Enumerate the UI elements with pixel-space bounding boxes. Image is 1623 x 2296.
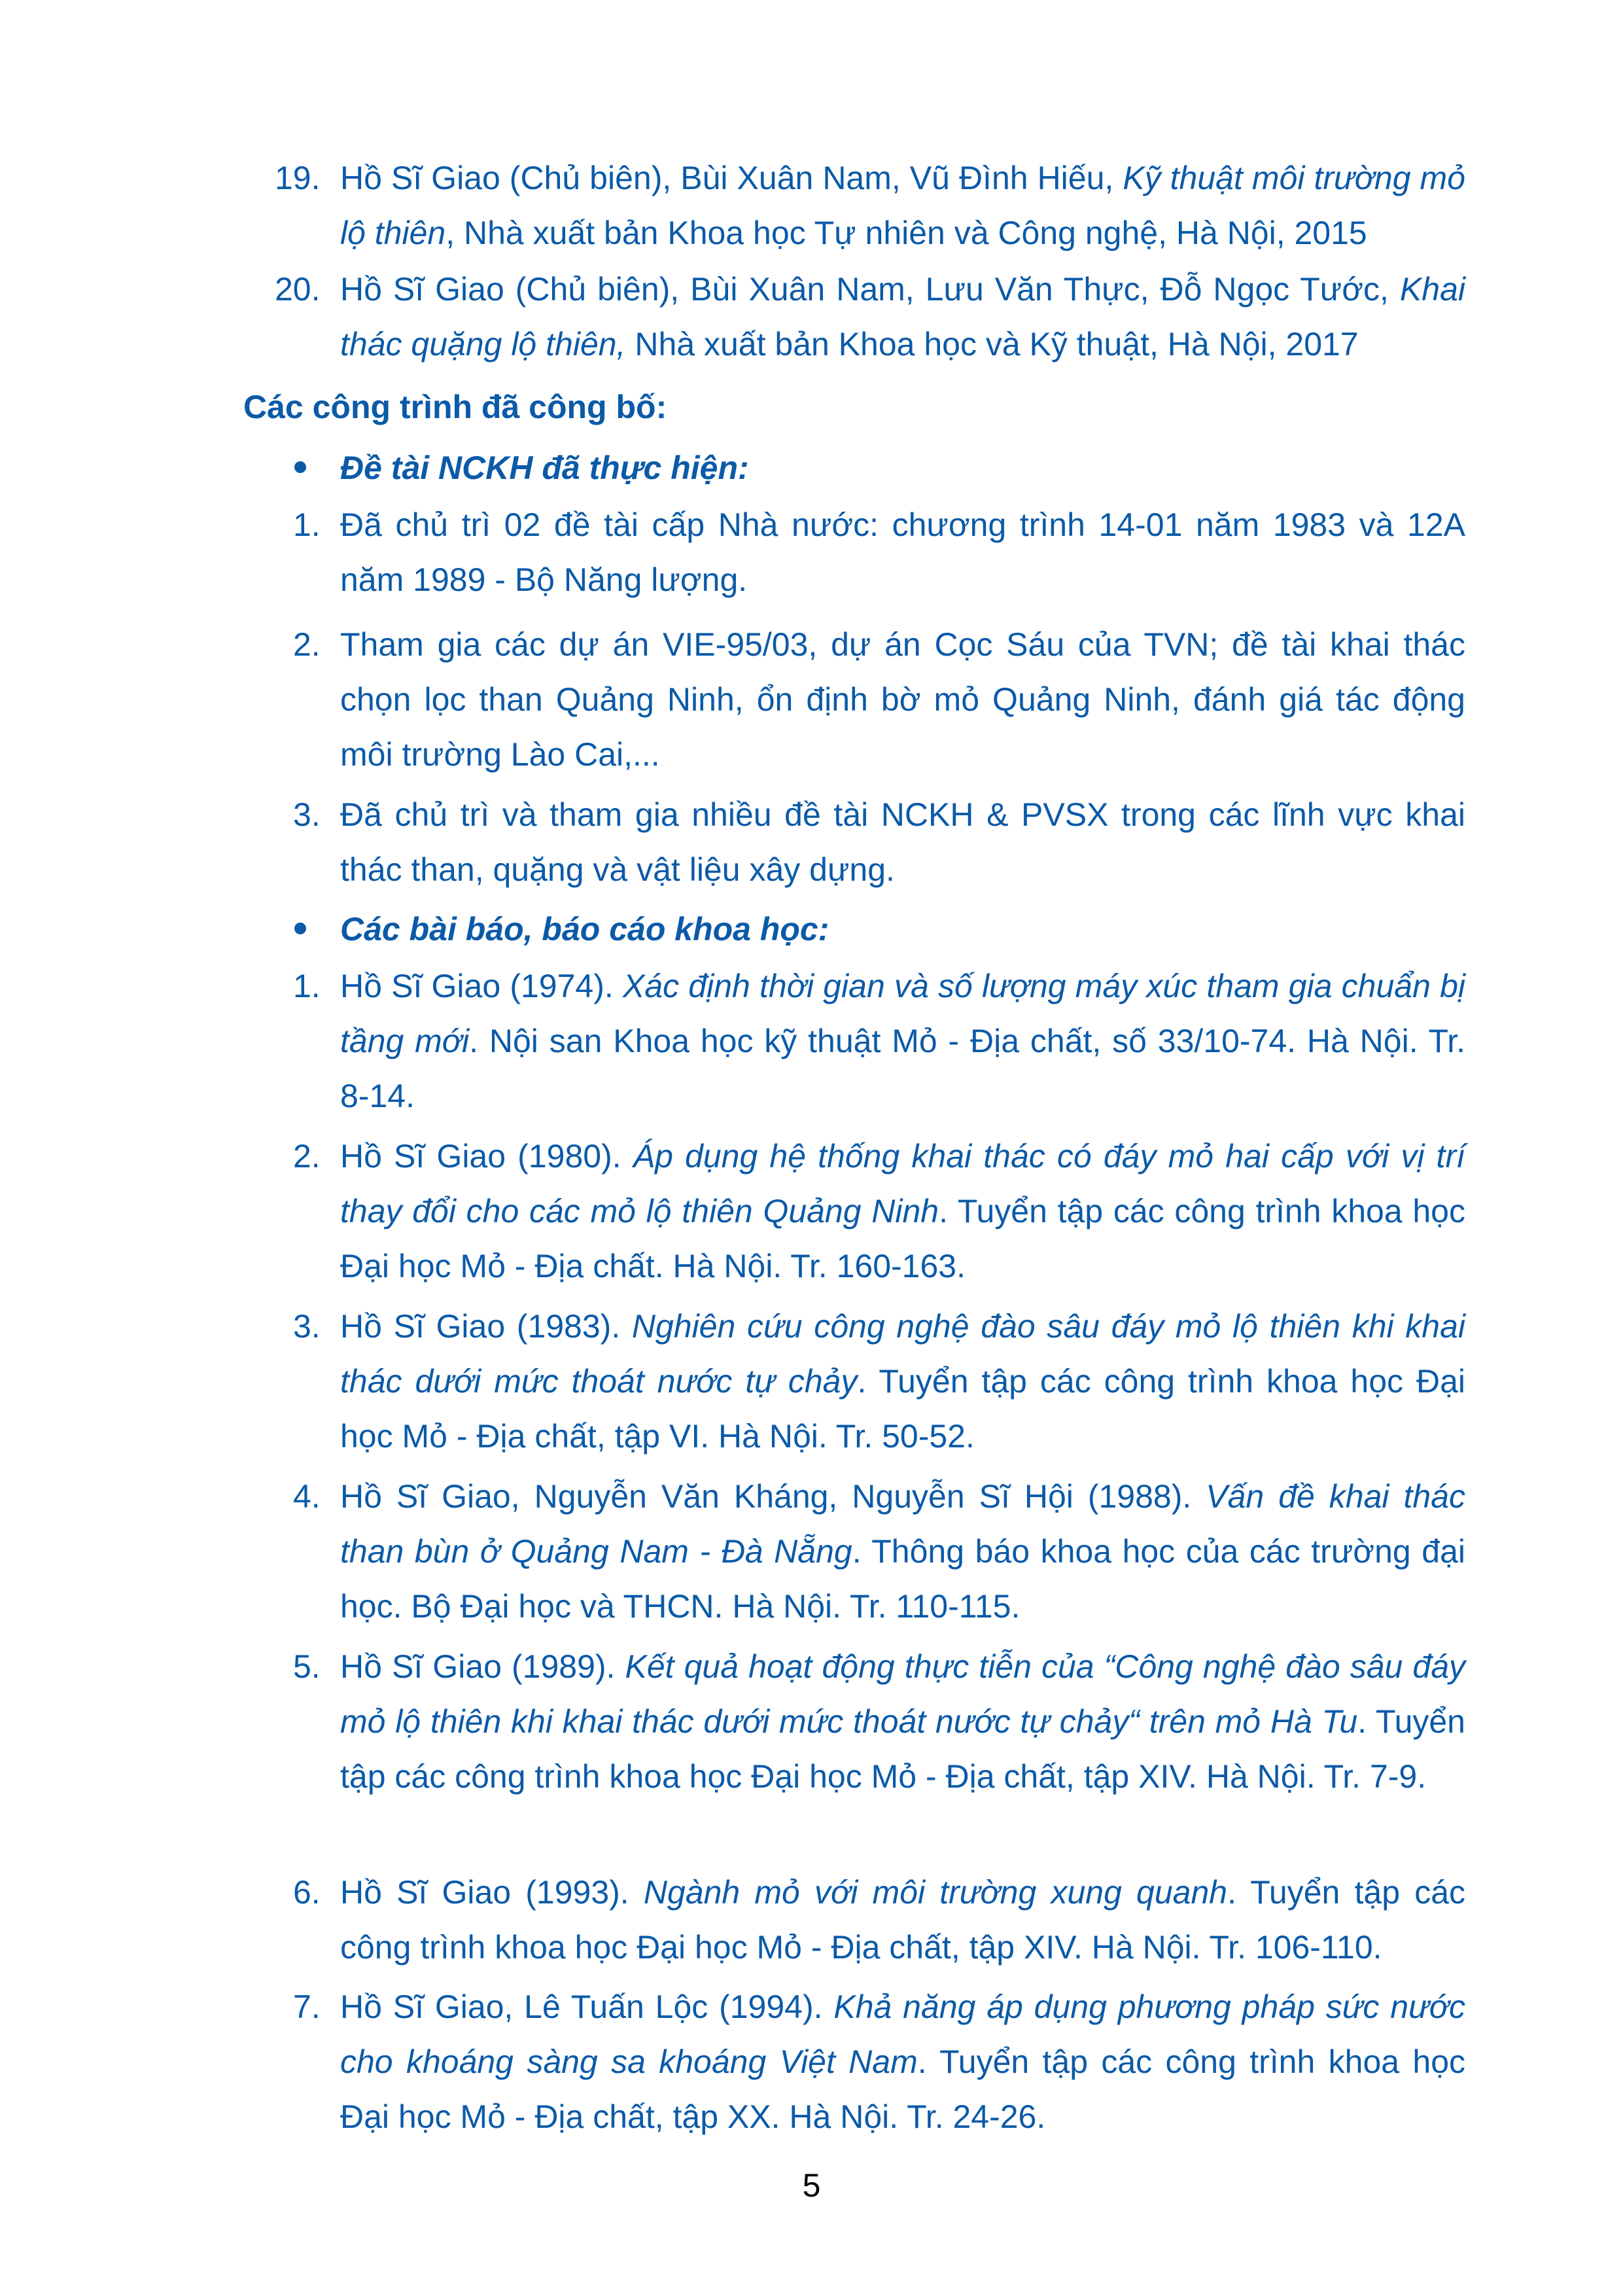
- paper-source: . Tuyển tập các công trình khoa học Đại học Mỏ - Địa chất. Hà Nội. Tr. 160-163.: [340, 1193, 1465, 1284]
- paper-item: [293, 1469, 1465, 1634]
- paper-item: [293, 959, 1466, 1123]
- item-number: 5.: [293, 1648, 321, 1685]
- reference-authors: Hồ Sĩ Giao (Chủ biên), Bùi Xuân Nam, Lưu Văn Thực, Đỗ Ngọc Tước,: [340, 271, 1400, 308]
- paper-item: [293, 1639, 1466, 1804]
- paper-source: . Tuyển tập các công trình khoa học Đại học Mỏ - Địa chất, tập XX. Hà Nội. Tr. 24-26.: [340, 2043, 1466, 2135]
- reference-title: Kỹ thuật môi trường mỏ lộ thiên: [340, 160, 1465, 251]
- item-number: 3.: [293, 1308, 321, 1345]
- reference-number: 20.: [275, 271, 321, 308]
- page-number: 5: [802, 2167, 821, 2204]
- item-number: 7.: [293, 1988, 321, 2025]
- paper-source: . Tuyển tập các công trình khoa học Đại học Mỏ - Địa chất, tập XIV. Hà Nội. Tr. 7-9.: [340, 1703, 1465, 1795]
- paper-source: . Thông báo khoa học của các trường đại học. Bộ Đại học và THCN. Hà Nội. Tr. 110-115.: [340, 1533, 1465, 1625]
- project-item: [293, 497, 1465, 607]
- item-text: Tham gia các dự án VIE-95/03, dự án Cọc Sáu của TVN; đề tài khai thác chọn lọc than Quảng Ninh, ổn định bờ mỏ Quảng Ninh, đánh giá tác động môi trường Lào Cai,...: [340, 626, 1465, 773]
- bullet-dot-icon: [294, 461, 306, 473]
- paper-item: [293, 1129, 1465, 1294]
- paper-source: . Tuyển tập các công trình khoa học Đại học Mỏ - Địa chất, tập VI. Hà Nội. Tr. 50-52.: [340, 1363, 1465, 1455]
- paper-source: . Tuyển tập các công trình khoa học Đại học Mỏ - Địa chất, tập XIV. Hà Nội. Tr. 106-110.: [340, 1874, 1466, 1966]
- paper-title: Áp dụng hệ thống khai thác có đáy mỏ hai cấp với vị trí thay đổi cho các mỏ lộ thiên Quảng Ninh: [340, 1138, 1465, 1229]
- paper-source: . Nội san Khoa học kỹ thuật Mỏ - Địa chất, số 33/10-74. Hà Nội. Tr. 8-14.: [340, 1023, 1465, 1114]
- item-number: 4.: [293, 1478, 321, 1515]
- paper-authors: Hồ Sĩ Giao (1983).: [340, 1308, 632, 1345]
- item-number: 1.: [293, 968, 321, 1004]
- paper-title: Xác định thời gian và số lượng máy xúc tham gia chuẩn bị tầng mới: [340, 968, 1466, 1059]
- item-number: 2.: [293, 626, 321, 663]
- bullet-heading-label: Các bài báo, báo cáo khoa học:: [340, 911, 829, 947]
- paper-title: Vấn đề khai thác than bùn ở Quảng Nam - Đà Nẵng: [340, 1478, 1465, 1570]
- reference-item-20: [275, 262, 1465, 372]
- bullet-heading-papers: [340, 910, 829, 949]
- paper-title: Khả năng áp dụng phương pháp sức nước cho khoáng sàng sa khoáng Việt Nam: [340, 1988, 1465, 2080]
- reference-publisher: , Nhà xuất bản Khoa học Tự nhiên và Công nghệ, Hà Nội, 2015: [445, 215, 1367, 251]
- item-number: 6.: [293, 1874, 321, 1911]
- section-heading: Các công trình đã công bố:: [243, 389, 667, 425]
- reference-authors: Hồ Sĩ Giao (Chủ biên), Bùi Xuân Nam, Vũ Đình Hiếu,: [340, 160, 1123, 196]
- paper-authors: Hồ Sĩ Giao, Lê Tuấn Lộc (1994).: [340, 1988, 834, 2025]
- project-item: [293, 787, 1465, 897]
- paper-authors: Hồ Sĩ Giao, Nguyễn Văn Kháng, Nguyễn Sĩ Hội (1988).: [340, 1478, 1206, 1515]
- reference-item-19: [275, 150, 1465, 260]
- item-number: 3.: [293, 796, 321, 833]
- paper-authors: Hồ Sĩ Giao (1980).: [340, 1138, 633, 1174]
- paper-title: Kết quả hoạt động thực tiễn của “Công nghệ đào sâu đáy mỏ lộ thiên khi khai thác dưới mức thoát nước tự chảy“ trên mỏ Hà Tu: [340, 1648, 1466, 1740]
- item-number: 1.: [293, 506, 321, 543]
- bullet-heading-projects: [340, 448, 749, 487]
- item-number: 2.: [293, 1138, 321, 1174]
- paper-item: [293, 1865, 1466, 1975]
- item-text: Đã chủ trì 02 đề tài cấp Nhà nước: chương trình 14-01 năm 1983 và 12A năm 1989 - Bộ Năng lượng.: [340, 506, 1465, 598]
- bullet-dot-icon: [294, 923, 306, 934]
- paper-authors: Hồ Sĩ Giao (1989).: [340, 1648, 625, 1685]
- paper-authors: Hồ Sĩ Giao (1993).: [340, 1874, 644, 1911]
- bullet-heading-label: Đề tài NCKH đã thực hiện:: [340, 450, 749, 486]
- paper-item: [293, 1979, 1466, 2144]
- item-text: Đã chủ trì và tham gia nhiều đề tài NCKH & PVSX trong các lĩnh vực khai thác than, quặng và vật liệu xây dựng.: [340, 796, 1465, 888]
- paper-authors: Hồ Sĩ Giao (1974).: [340, 968, 623, 1004]
- reference-title: Khai thác quặng lộ thiên,: [340, 271, 1465, 362]
- paper-item: [293, 1299, 1466, 1464]
- reference-number: 19.: [275, 160, 321, 196]
- paper-title: Ngành mỏ với môi trường xung quanh: [643, 1874, 1228, 1911]
- paper-title: Nghiên cứu công nghệ đào sâu đáy mỏ lộ thiên khi khai thác dưới mức thoát nước tự chảy: [340, 1308, 1466, 1400]
- project-item: [293, 617, 1465, 782]
- reference-publisher: Nhà xuất bản Khoa học và Kỹ thuật, Hà Nội, 2017: [625, 326, 1359, 362]
